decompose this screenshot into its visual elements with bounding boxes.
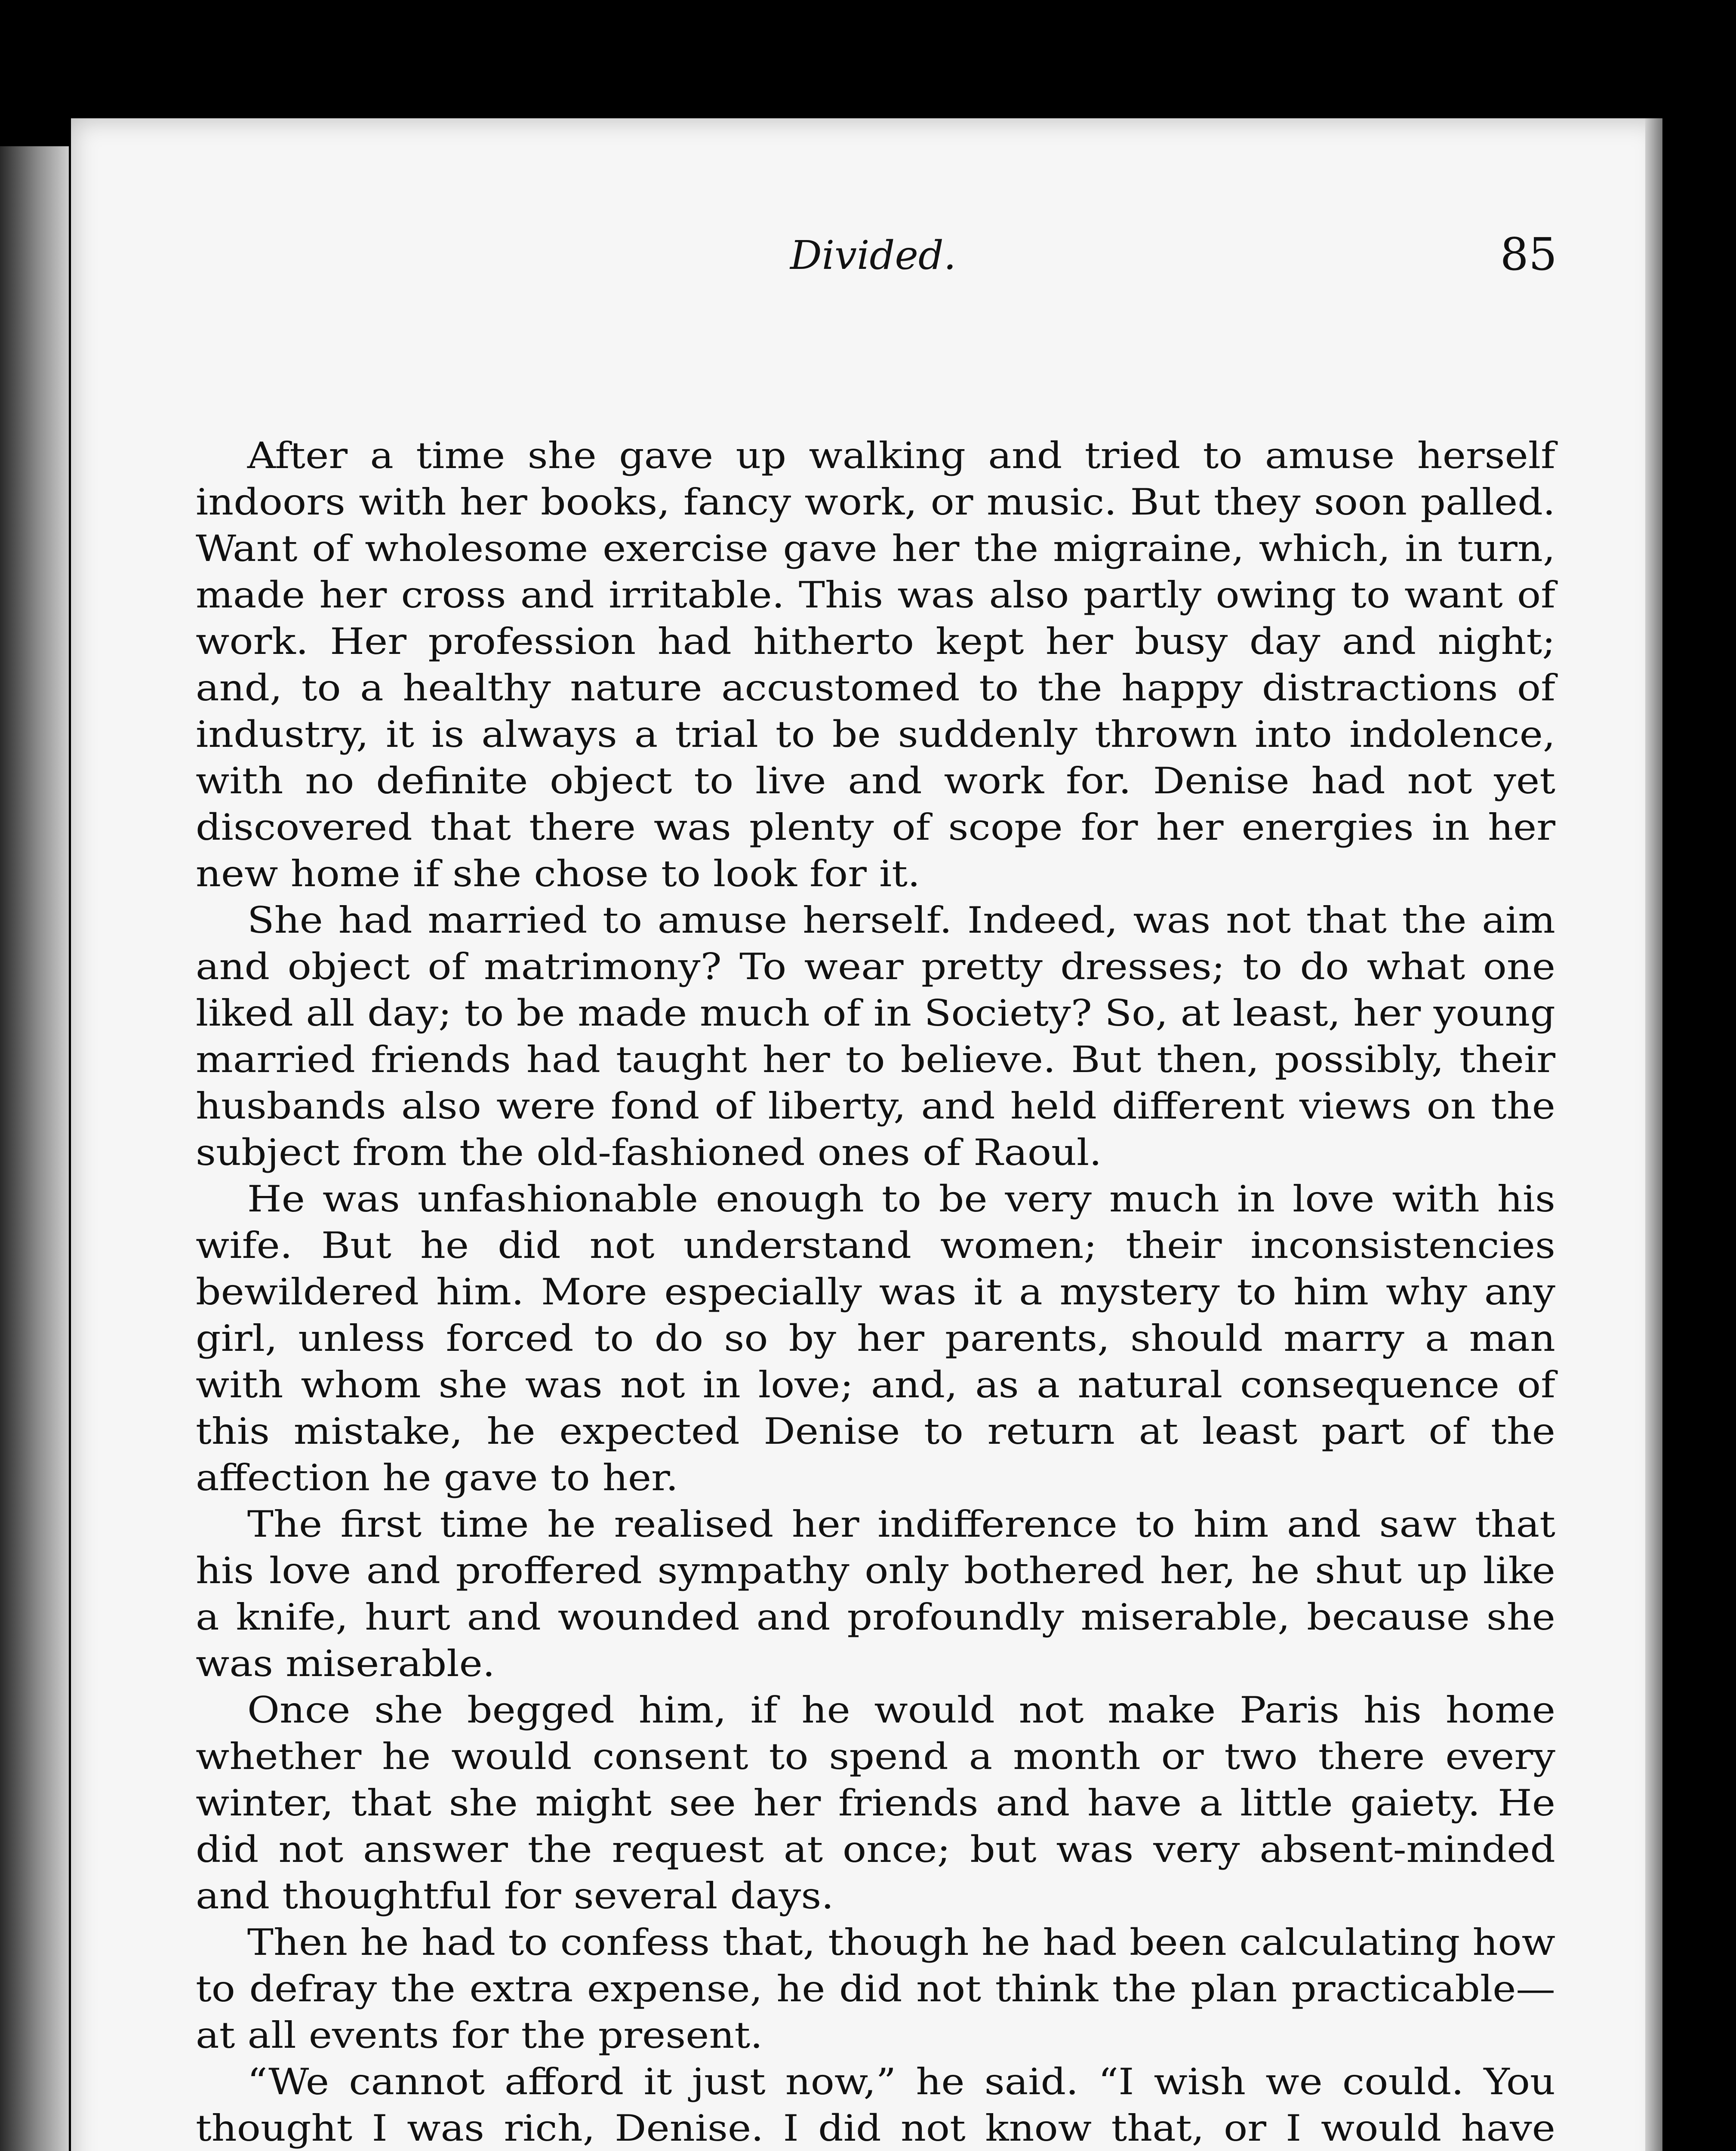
paragraph: She had married to amuse herself. Indeed, was not that the aim and object of matrimony? To wear pretty dresses; to do what one liked all day; to be made much of in Society? So, at least, her young married friends had taught her to believe. But then, possibly, their husbands also were fond of liberty, and held different views on the subject from the old-fashioned ones of Raoul.: [196, 899, 1556, 1174]
book-page: [71, 118, 1662, 2151]
paragraph: Once she begged him, if he would not make Paris his home whether he would consent to spend a month or two there every winter, that she might see her friends and have a little gaiety. He did not answer the request at once; but was very absent-minded and thoughtful for several days.: [196, 1689, 1556, 1917]
body-text: [196, 432, 1555, 2151]
page-number: 85: [1500, 228, 1557, 280]
page-edge-shadow: [1645, 118, 1662, 2151]
previous-page-edge: [0, 146, 69, 2151]
paragraph: He was unfashionable enough to be very much in love with his wife. But he did not understand women; their inconsistencies bewildered him. More especially was it a mystery to him why any girl, unless forced to do so by her parents, should marry a man with whom she was not in love; and, as a natural consequence of this mistake, he expected Denise to return at least part of the affection he gave to her.: [196, 1178, 1556, 1499]
paragraph: After a time she gave up walking and tried to amuse herself indoors with her books, fancy work, or music. But they soon palled. Want of wholesome exercise gave her the migraine, which, in turn, made her cross and irritable. This was also partly owing to want of work. Her profession had hitherto kept her busy day and night; and, to a healthy nature accustomed to the happy distractions of industry, it is always a trial to be suddenly thrown into indolence, with no definite object to live and work for. Denise had not yet discovered that there was plenty of scope for her energies in her new home if she chose to look for it.: [196, 435, 1556, 895]
running-head: [189, 224, 1557, 301]
paragraph: The first time he realised her indifference to him and saw that his love and proffered sympathy only bothered her, he shut up like a knife, hurt and wounded and profoundly miserable, because she was miserable.: [196, 1503, 1556, 1685]
paragraph: “We cannot afford it just now,” he said. “I wish we could. You thought I was rich, Denise. I did not know that, or I would have: [196, 2061, 1555, 2149]
chapter-title: Divided.: [790, 232, 957, 278]
paragraph: Then he had to confess that, though he had been calculating how to defray the extra expense, he did not think the plan practicable— at all events for the present.: [196, 1921, 1556, 2056]
